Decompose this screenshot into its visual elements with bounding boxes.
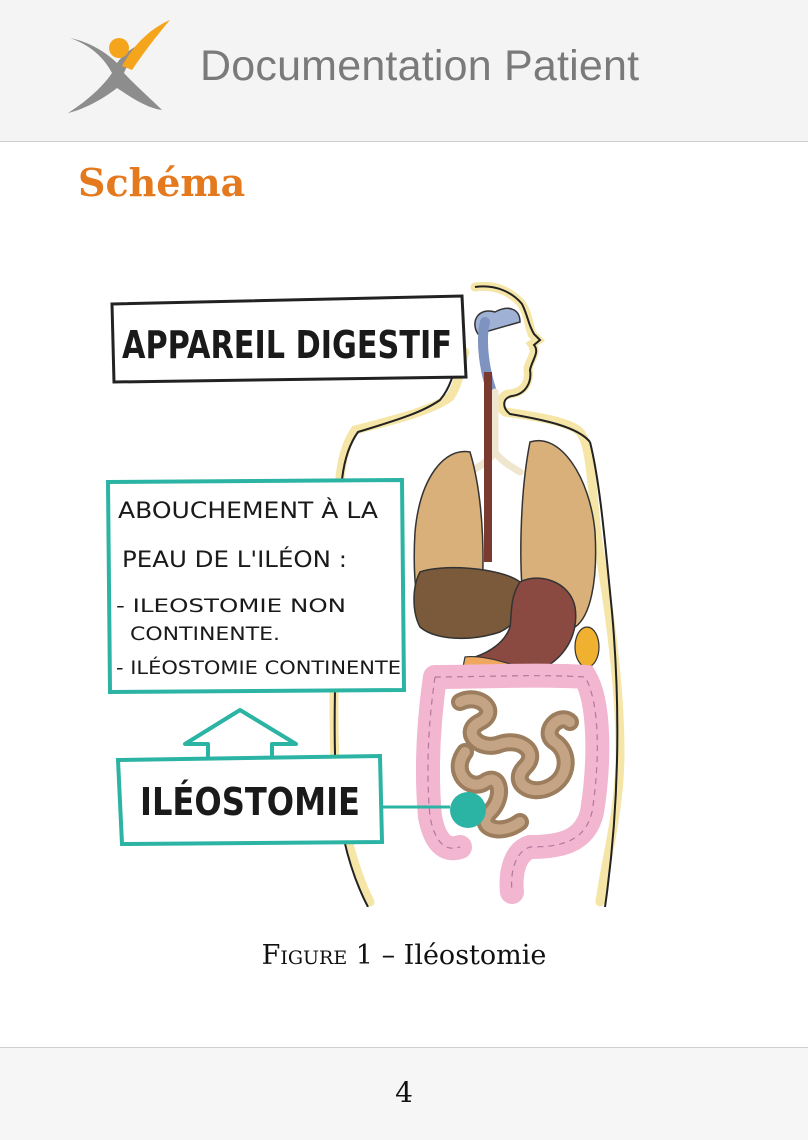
digestive-system-illustration <box>100 282 685 907</box>
caption-text: Iléostomie <box>403 940 547 971</box>
spleen <box>575 627 599 667</box>
caption-prefix: Figure 1 <box>261 940 373 971</box>
trachea <box>470 392 520 472</box>
up-arrow <box>185 710 296 762</box>
page-number: 4 <box>395 1076 413 1109</box>
caption-separator: – <box>372 940 404 971</box>
page-footer <box>0 1047 808 1140</box>
ileostomy-label: ILÉOSTOMIE <box>140 780 360 824</box>
figure-title: APPAREIL DIGESTIF <box>122 323 452 367</box>
liver <box>414 568 524 639</box>
definition-line-4: CONTINENTE. <box>130 623 280 645</box>
page-header <box>0 0 808 142</box>
definition-line-1: ABOUCHEMENT À LA <box>118 499 347 524</box>
section-title: Schéma <box>78 160 246 205</box>
definition-line-3: - ILEOSTOMIE NON <box>116 595 346 617</box>
figure-caption <box>0 940 808 971</box>
definition-line-2: PEAU DE L'ILÉON : <box>122 548 325 573</box>
running-person-logo-icon <box>62 18 172 118</box>
definition-line-5: - ILÉOSTOMIE CONTINENTE <box>116 657 375 679</box>
stoma-marker <box>450 792 486 828</box>
header-title: Documentation Patient <box>200 42 640 90</box>
